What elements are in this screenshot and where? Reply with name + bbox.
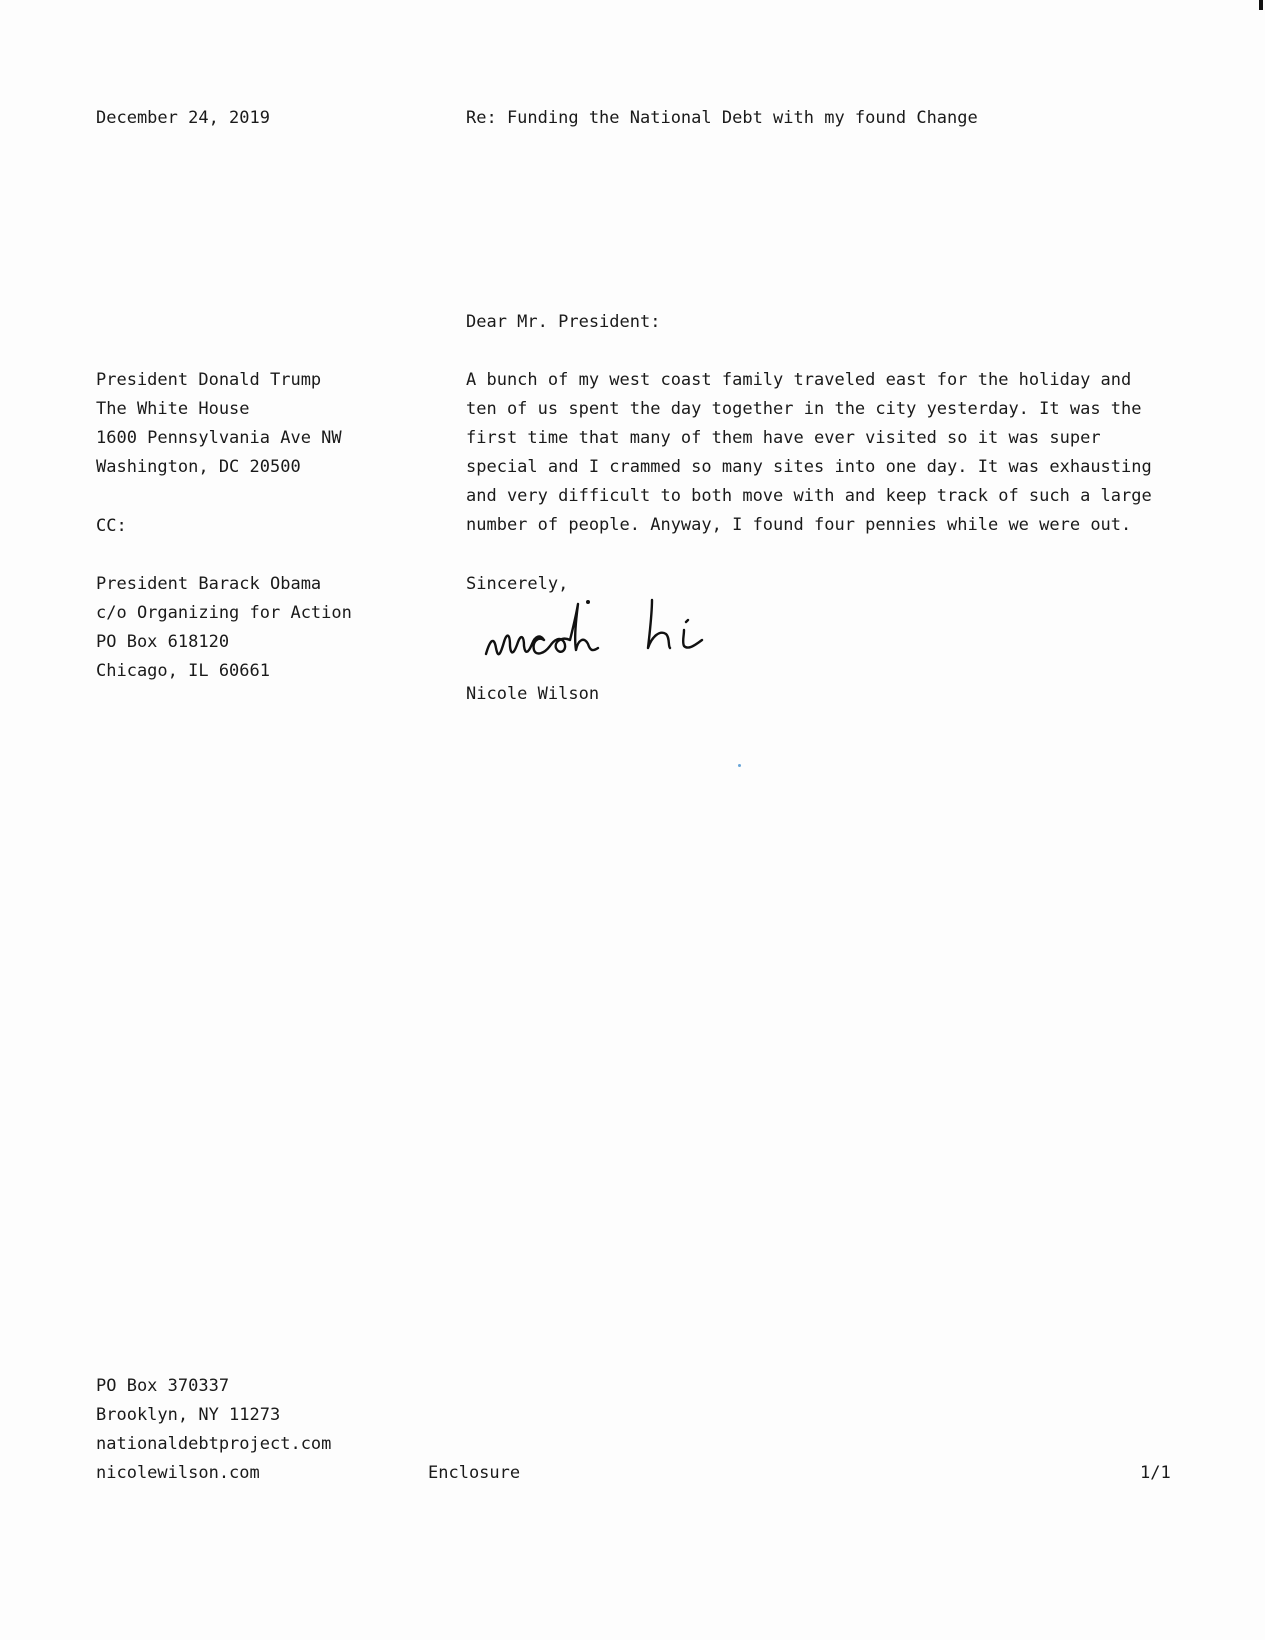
letter-body xyxy=(466,366,1186,540)
cc-label: CC: xyxy=(96,516,127,536)
recipient-line: President Donald Trump xyxy=(96,370,322,390)
body-line: and very difficult to both move with and keep track of such a large xyxy=(466,486,1152,506)
signer-name: Nicole Wilson xyxy=(466,684,600,704)
cc-line: President Barack Obama xyxy=(96,574,322,594)
letter-subject: Re: Funding the National Debt with my found Change xyxy=(466,108,978,128)
salutation: Dear Mr. President: xyxy=(466,312,661,332)
body-line: ten of us spent the day together in the city yesterday. It was the xyxy=(466,399,1142,419)
cc-address xyxy=(96,570,352,686)
sender-address xyxy=(96,1372,331,1488)
recipient-line: Washington, DC 20500 xyxy=(96,457,301,477)
recipient-address xyxy=(96,366,342,482)
sender-line: PO Box 370337 xyxy=(96,1376,230,1396)
body-line: special and I crammed so many sites into one day. It was exhausting xyxy=(466,457,1152,477)
cc-line: PO Box 618120 xyxy=(96,632,230,652)
enclosure-label: Enclosure xyxy=(428,1463,521,1483)
scan-speck xyxy=(738,764,741,767)
sender-line: Brooklyn, NY 11273 xyxy=(96,1405,281,1425)
cc-line: Chicago, IL 60661 xyxy=(96,661,270,681)
body-line: number of people. Anyway, I found four pennies while we were out. xyxy=(466,515,1132,535)
body-line: A bunch of my west coast family traveled east for the holiday and xyxy=(466,370,1132,390)
letter-date: December 24, 2019 xyxy=(96,108,270,128)
body-line: first time that many of them have ever visited so it was super xyxy=(466,428,1101,448)
handwritten-signature xyxy=(480,596,780,676)
scan-edge-mark xyxy=(1259,0,1263,10)
closing: Sincerely, xyxy=(466,574,569,594)
sender-line: nationaldebtproject.com xyxy=(96,1434,332,1454)
recipient-line: 1600 Pennsylvania Ave NW xyxy=(96,428,342,448)
recipient-line: The White House xyxy=(96,399,250,419)
sender-line: nicolewilson.com xyxy=(96,1463,260,1483)
cc-line: c/o Organizing for Action xyxy=(96,603,352,623)
page-number: 1/1 xyxy=(1140,1463,1171,1483)
